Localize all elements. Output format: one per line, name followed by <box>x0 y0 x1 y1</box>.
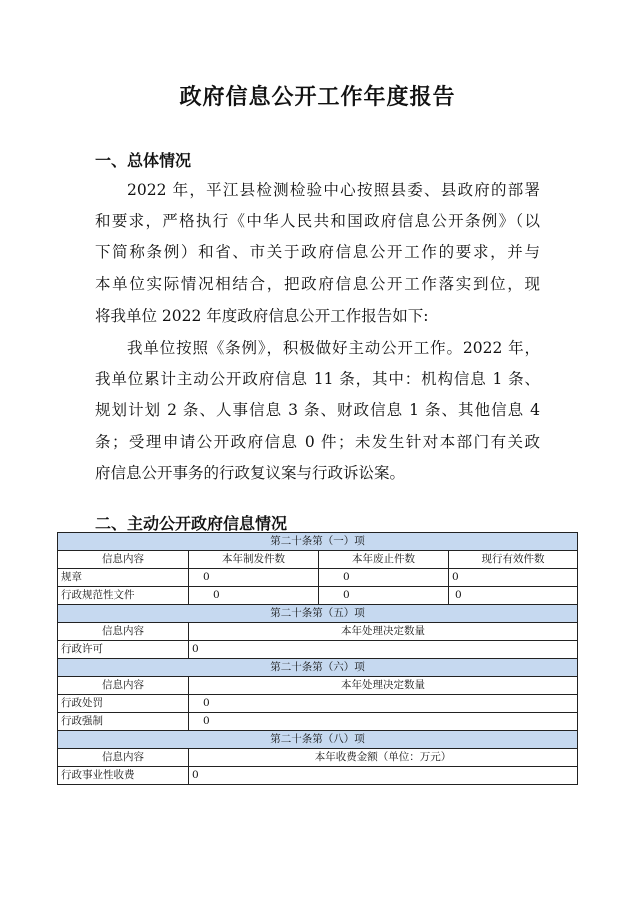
paragraph-line: 条；受理申请公开政府信息 0 件；未发生针对本部门有关政 <box>95 433 540 451</box>
cell: 0 <box>189 695 578 713</box>
header-cell: 本年废止件数 <box>319 551 449 569</box>
header-cell: 本年制发件数 <box>189 551 319 569</box>
table-header-row <box>58 623 578 641</box>
table-row <box>58 587 578 605</box>
row-label: 行政处罚 <box>58 695 189 713</box>
header-cell: 本年处理决定数量 <box>189 623 578 641</box>
paragraph-line: 和要求，严格执行《中华人民共和国政府信息公开条例》（以 <box>95 212 540 230</box>
header-cell: 信息内容 <box>58 677 189 695</box>
row-label: 行政许可 <box>58 641 189 659</box>
cell: 0 <box>189 767 578 785</box>
header-cell: 信息内容 <box>58 551 189 569</box>
table-section-title: 第二十条第（五）项 <box>58 605 578 623</box>
cell: 0 <box>319 569 449 587</box>
table-row <box>58 695 578 713</box>
cell: 0 <box>449 587 578 605</box>
paragraph-line: 本单位实际情况相结合，把政府信息公开工作落实到位，现 <box>95 275 540 293</box>
table-header-row <box>58 551 578 569</box>
table-section-title: 第二十条第（八）项 <box>58 731 578 749</box>
table-header-row <box>58 677 578 695</box>
paragraph-line: 府信息公开事务的行政复议案与行政诉讼案。 <box>95 464 406 482</box>
disclosure-table <box>57 532 578 785</box>
header-cell: 本年处理决定数量 <box>189 677 578 695</box>
cell: 0 <box>189 713 578 731</box>
header-cell: 本年收费金额（单位：万元） <box>189 749 578 767</box>
table-section-title: 第二十条第（一）项 <box>58 533 578 551</box>
cell: 0 <box>189 569 319 587</box>
row-label: 行政规范性文件 <box>58 587 189 605</box>
paragraph-line: 将我单位 2022 年度政府信息公开工作报告如下: <box>95 307 429 325</box>
paragraph-line: 我单位累计主动公开政府信息 11 条，其中：机构信息 1 条、 <box>95 370 540 388</box>
header-cell: 信息内容 <box>58 623 189 641</box>
document-title: 政府信息公开工作年度报告 <box>179 85 456 110</box>
table-row <box>58 641 578 659</box>
table-row <box>58 569 578 587</box>
header-cell: 现行有效件数 <box>449 551 578 569</box>
table-row <box>58 767 578 785</box>
cell: 0 <box>449 569 578 587</box>
cell: 0 <box>189 587 319 605</box>
row-label: 规章 <box>58 569 189 587</box>
cell: 0 <box>319 587 449 605</box>
paragraph-line: 2022 年，平江县检测检验中心按照县委、县政府的部署 <box>127 181 540 199</box>
table-section-title: 第二十条第（六）项 <box>58 659 578 677</box>
row-label: 行政事业性收费 <box>58 767 189 785</box>
row-label: 行政强制 <box>58 713 189 731</box>
header-cell: 信息内容 <box>58 749 189 767</box>
cell: 0 <box>189 641 578 659</box>
section-heading-overview: 一、总体情况 <box>95 151 192 170</box>
paragraph-line: 规划计划 2 条、人事信息 3 条、财政信息 1 条、其他信息 4 <box>95 401 540 419</box>
paragraph-line: 下简称条例）和省、市关于政府信息公开工作的要求，并与 <box>95 243 540 261</box>
table-header-row <box>58 749 578 767</box>
table-row <box>58 713 578 731</box>
paragraph-line: 我单位按照《条例》，积极做好主动公开工作。2022 年， <box>127 339 540 357</box>
section-heading-disclosure: 二、主动公开政府信息情况 <box>95 514 288 533</box>
